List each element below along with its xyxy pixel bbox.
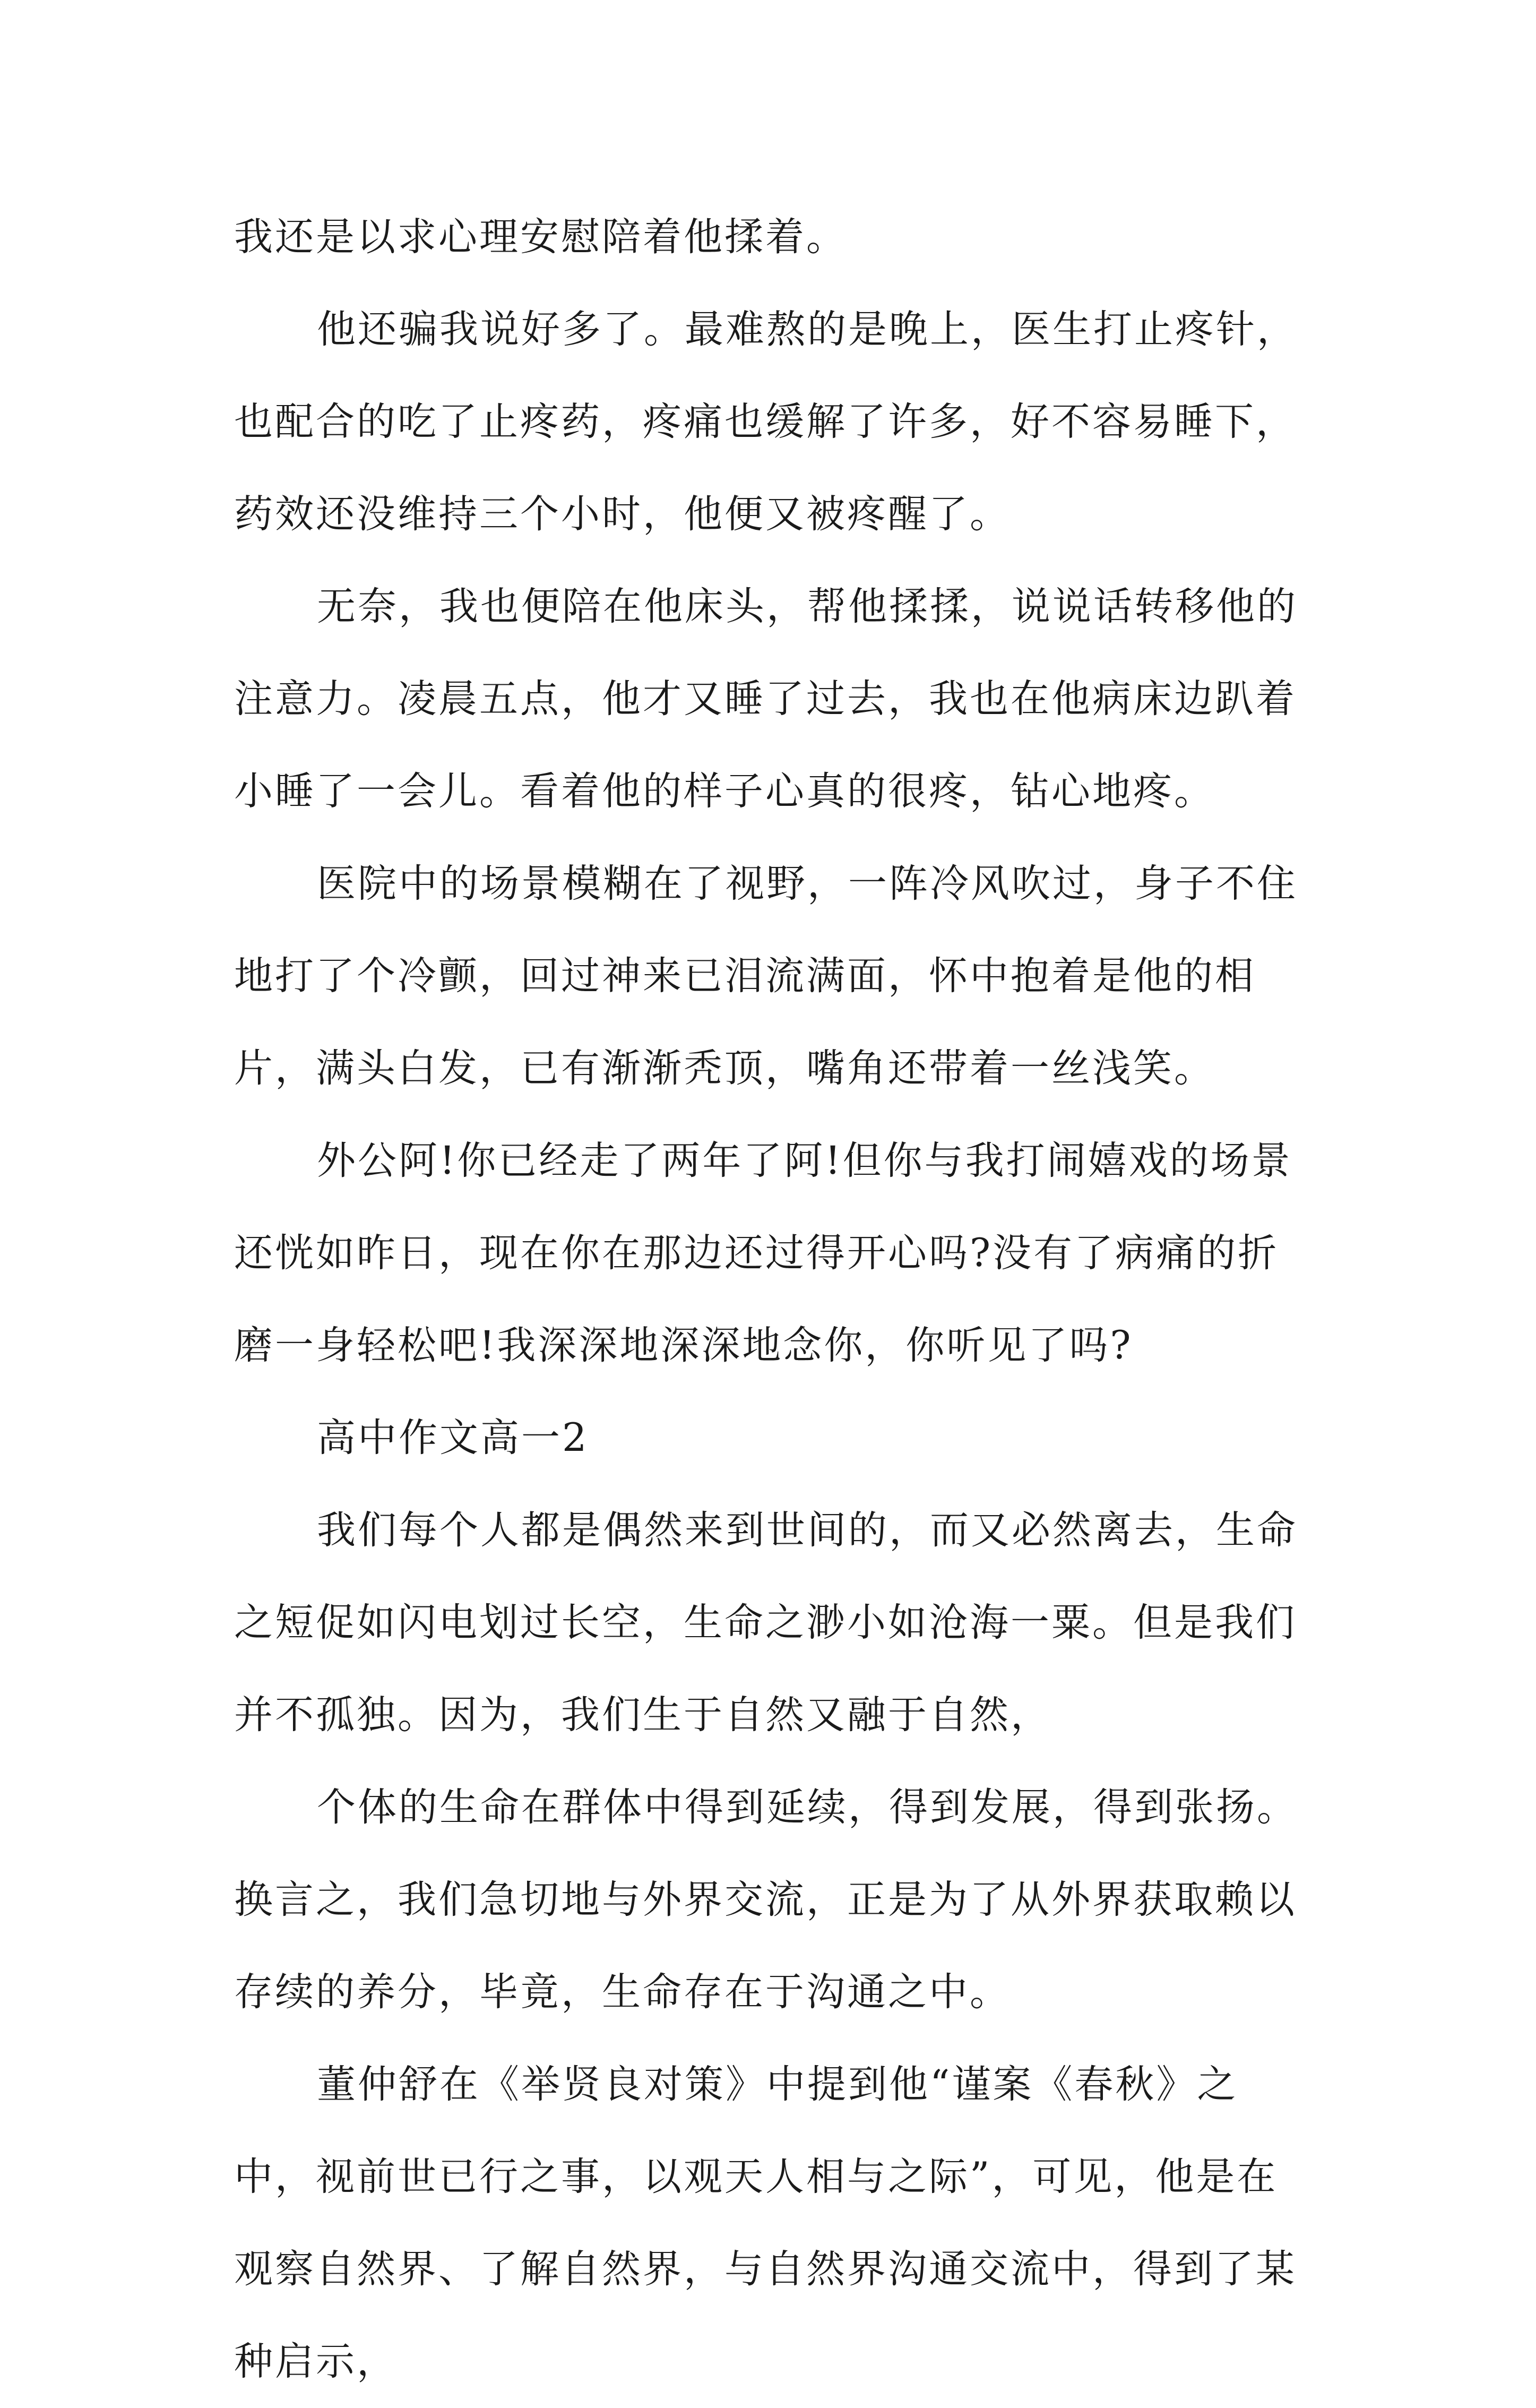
paragraph: 个体的生命在群体中得到延续，得到发展，得到张扬。换言之，我们急切地与外界交流，正是为了从外界获取赖以存续的养分，毕竟，生命存在于沟通之中。 (234, 1785, 1298, 2015)
paragraph: 我还是以求心理安慰陪着他揉着。 (234, 214, 847, 260)
paragraph: 董仲舒在《举贤良对策》中提到他“谨案《春秋》之中，视前世已行之事，以观天人相与之际”，可见，他是在观察自然界、了解自然界，与自然界沟通交流中，得到了某种启示， (234, 2062, 1297, 2384)
paragraph: 外公阿!你已经走了两年了阿!但你与我打闹嬉戏的场景还恍如昨日，现在你在那边还过得开心吗?没有了病痛的折磨一身轻松吧!我深深地深深地念你，你听见了吗? (234, 1138, 1292, 1368)
document-body (234, 191, 1311, 2408)
section-heading: 高中作文高一2 (317, 1415, 589, 1460)
paragraph: 他还骗我说好多了。最难熬的是晚上，医生打止疼针，也配合的吃了止疼药，疼痛也缓解了许多，好不容易睡下，药效还没维持三个小时，他便又被疼醒了。 (234, 307, 1298, 537)
paragraph: 我们每个人都是偶然来到世间的，而又必然离去，生命之短促如闪电划过长空，生命之渺小如沧海一粟。但是我们并不孤独。因为，我们生于自然又融于自然， (234, 1508, 1298, 1738)
paragraph: 无奈，我也便陪在他床头，帮他揉揉，说说话转移他的注意力。凌晨五点，他才又睡了过去，我也在他病床边趴着小睡了一会儿。看着他的样子心真的很疼，钻心地疼。 (234, 584, 1298, 814)
paragraph: 医院中的场景模糊在了视野，一阵冷风吹过，身子不住地打了个冷颤，回过神来已泪流满面，怀中抱着是他的相片，满头白发，已有渐渐秃顶，嘴角还带着一丝浅笑。 (234, 861, 1298, 1091)
